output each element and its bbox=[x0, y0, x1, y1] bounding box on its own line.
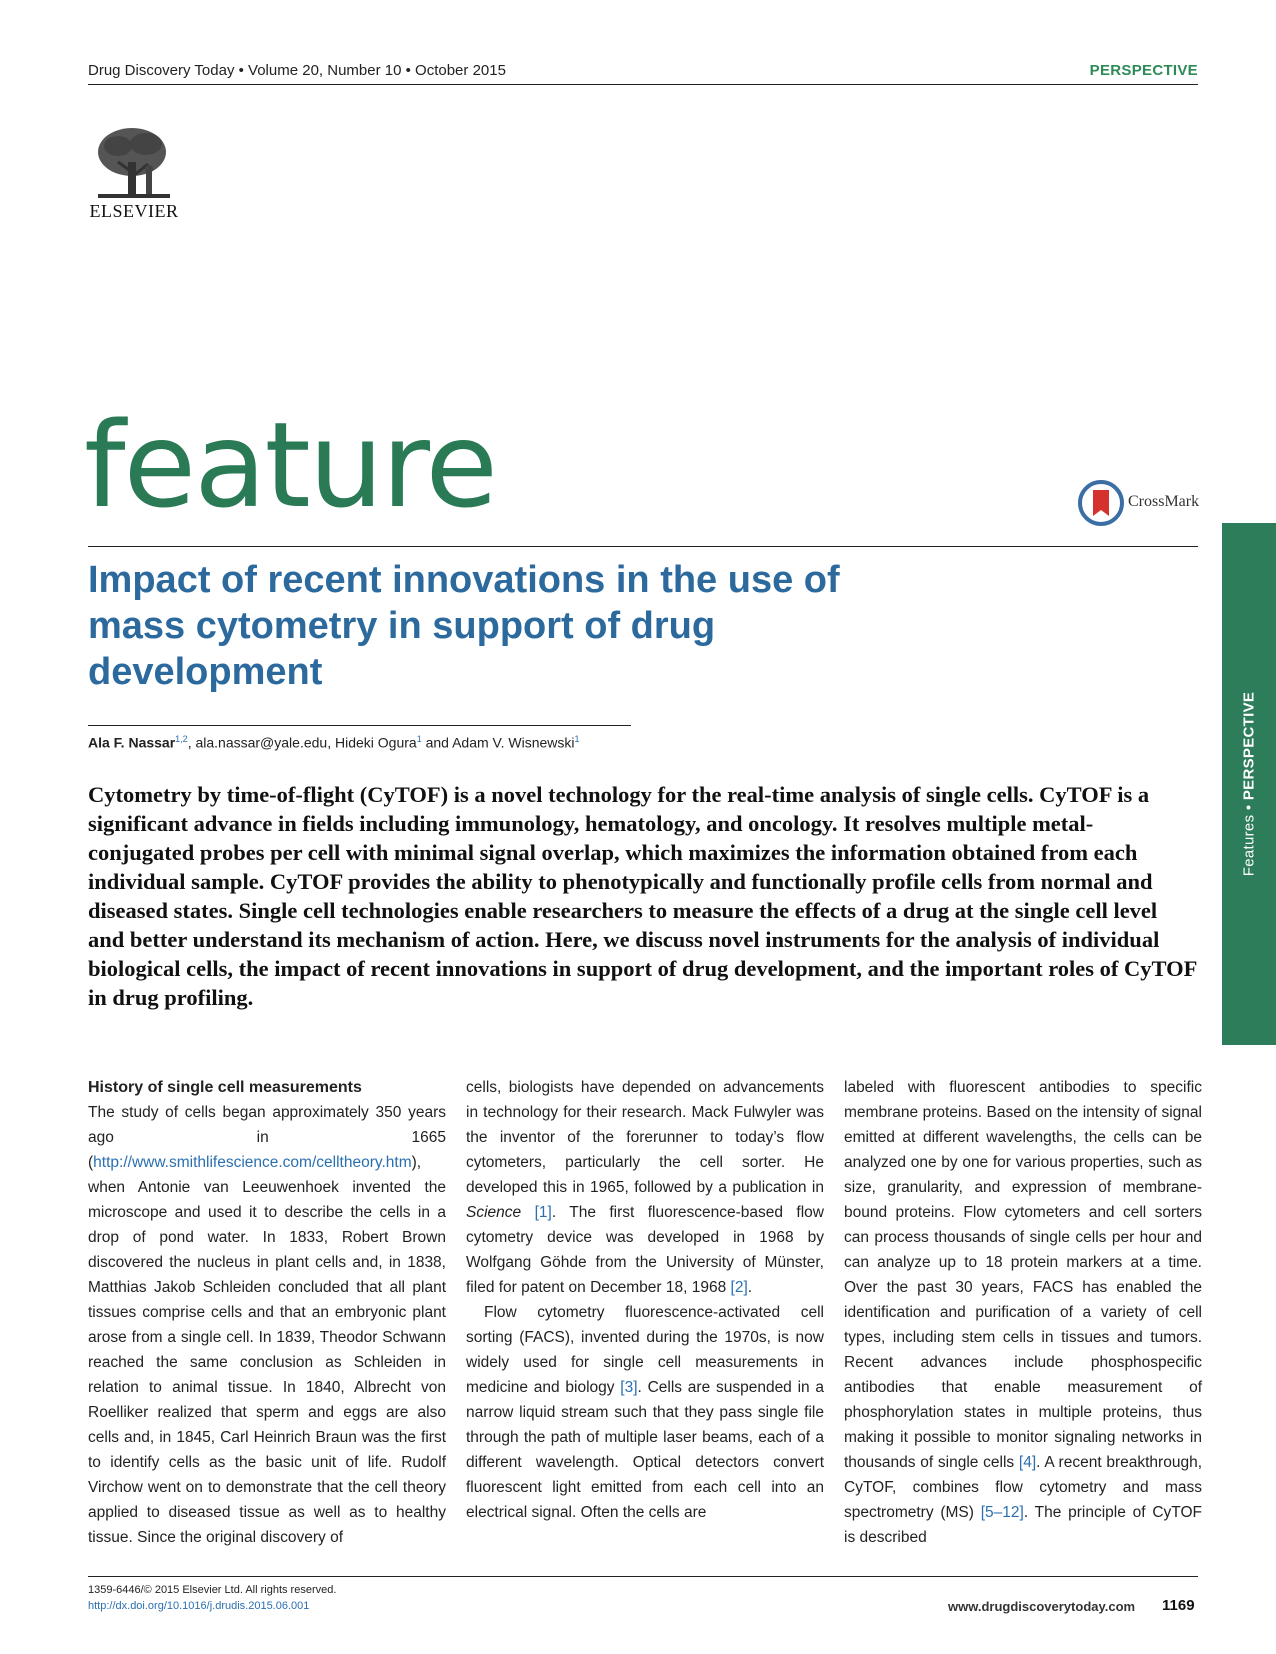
citation-link[interactable]: [1] bbox=[534, 1204, 552, 1221]
author-divider bbox=[88, 725, 631, 726]
paragraph: Flow cytometry fluorescence-activated cell sorting (FACS), invented during the 1970s, is now widely used for single cell measurements in medicine and biology [3]. Cells are suspended in a narrow liquid stream such that they pass single file through the path of multiple laser beams, each of a different wavelength. Optical detectors convert fluorescent light emitted from each cell into an electrical signal. Often the cells are bbox=[466, 1304, 825, 1521]
journal-website[interactable]: www.drugdiscoverytoday.com bbox=[948, 1599, 1136, 1614]
journal-line: Drug Discovery Today • Volume 20, Number 10 • October 2015 bbox=[88, 62, 506, 79]
citation-link[interactable]: [4] bbox=[1018, 1454, 1037, 1471]
feature-heading: feature bbox=[84, 396, 497, 534]
citation-link[interactable]: [3] bbox=[620, 1379, 638, 1396]
running-header bbox=[88, 62, 1198, 85]
publisher-name: ELSEVIER bbox=[89, 201, 179, 221]
page-number: 1169 bbox=[1162, 1597, 1195, 1614]
footer-divider bbox=[88, 1576, 1198, 1577]
paragraph: cells, biologists have depended on advancements in technology for their research. Mack Fulwyler was the inventor of the forerunner to today’s flow cytometers, particularly the cell sorter. He developed this in 1965, followed by a publication in Science [1]. The first fluorescence-based flow cytometry device was developed in 1968 by Wolfgang Göhde from the University of Münster, filed for patent on December 18, 1968 [2]. bbox=[466, 1079, 824, 1296]
body-column-1 bbox=[88, 1075, 446, 1550]
author-name: Ala F. Nassar bbox=[88, 734, 176, 751]
journal-name: Science bbox=[466, 1204, 522, 1221]
side-tab-section: PERSPECTIVE bbox=[1240, 691, 1258, 801]
body-column-3 bbox=[844, 1075, 1202, 1550]
affiliation-mark[interactable]: 1,2 bbox=[175, 734, 188, 744]
author-name: Adam V. Wisnewski bbox=[452, 734, 575, 751]
side-tab-label bbox=[1241, 692, 1258, 876]
author-email[interactable]: , ala.nassar@yale.edu, bbox=[187, 734, 335, 751]
paragraph: labeled with fluorescent antibodies to specific membrane proteins. Based on the intensity of signal emitted at different wavelengths, the cells can be analyzed one by one for various properties, such as size, granularity, and expression of membrane-bound proteins. Flow cytometers and cell sorters can process thousands of single cells per hour and can analyze up to 18 protein markers at a time. Over the past 30 years, FACS has enabled the identification and purification of a variety of cell types, including stem cells in tissues and tumors. Recent advances include phosphospecific antibodies that enable measurement of phosphorylation states in multiple proteins, thus making it possible to monitor signaling networks in thousands of single cells [4]. A recent breakthrough, CyTOF, combines flow cytometry and mass spectrometry (MS) [5–12]. The principle of CyTOF is described bbox=[844, 1079, 1203, 1546]
author-line bbox=[88, 734, 580, 751]
reference-link[interactable]: http://www.smithlifescience.com/celltheory.htm bbox=[93, 1154, 412, 1171]
article-title: Impact of recent innovations in the use of mass cytometry in support of drug development bbox=[88, 559, 840, 693]
section-heading: History of single cell measurements bbox=[88, 1079, 362, 1096]
title-divider bbox=[88, 546, 1198, 547]
paragraph: The study of cells began approximately 350 years ago in 1665 (http://www.smithlifescience.com/celltheory.htm), when Antonie van Leeuwenhoek invented the microscope and used it to describe the cells in a drop of pond water. In 1833, Robert Brown discovered the nucleus in plant cells and, in 1838, Matthias Jakob Schleiden concluded that all plant tissues comprise cells and that an embryonic plant arose from a single cell. In 1839, Theodor Schwann reached the same conclusion as Schleiden in relation to animal tissue. In 1840, Albrecht von Roelliker realized that sperm and eggs are also cells and, in 1845, Carl Heinrich Braun was the first to identify cells as the basic unit of life. Rudolf Virchow went on to demonstrate that the cell theory applied to diseased tissue as well as to healthy tissue. Since the original discovery of bbox=[88, 1104, 446, 1546]
crossmark-icon[interactable] bbox=[1078, 480, 1124, 526]
affiliation-mark[interactable]: 1 bbox=[574, 734, 580, 744]
author-name: Hideki Ogura bbox=[334, 734, 417, 751]
doi-link[interactable]: http://dx.doi.org/10.1016/j.drudis.2015.06.001 bbox=[88, 1600, 310, 1612]
copyright-line: 1359-6446/© 2015 Elsevier Ltd. All rights reserved. bbox=[88, 1584, 337, 1596]
citation-link[interactable]: [2] bbox=[730, 1279, 748, 1296]
author-conjunction: and bbox=[421, 734, 453, 751]
side-tab-prefix: Features • bbox=[1240, 800, 1258, 877]
citation-link[interactable]: [5–12] bbox=[980, 1504, 1024, 1521]
crossmark-label[interactable]: CrossMark bbox=[1128, 493, 1200, 510]
abstract: Cytometry by time-of-flight (CyTOF) is a novel technology for the real-time analysis of single cells. CyTOF is a significant advance in fields including immunology, hematology, and oncology. It resolves multiple metal-conjugated probes per cell with minimal signal overlap, which maximizes the information obtained from each individual sample. CyTOF provides the ability to phenotypically and functionally profile cells from normal and diseased states. Single cell technologies enable researchers to measure the effects of a drug at the single cell level and better understand its mechanism of action. Here, we discuss novel instruments for the analysis of individual biological cells, the impact of recent innovations in support of drug development, and the important roles of CyTOF in drug profiling. bbox=[88, 782, 1197, 1010]
body-column-2 bbox=[466, 1075, 824, 1525]
affiliation-mark[interactable]: 1 bbox=[416, 734, 422, 744]
section-label: PERSPECTIVE bbox=[1089, 62, 1198, 79]
section-side-tab bbox=[1222, 523, 1276, 1045]
